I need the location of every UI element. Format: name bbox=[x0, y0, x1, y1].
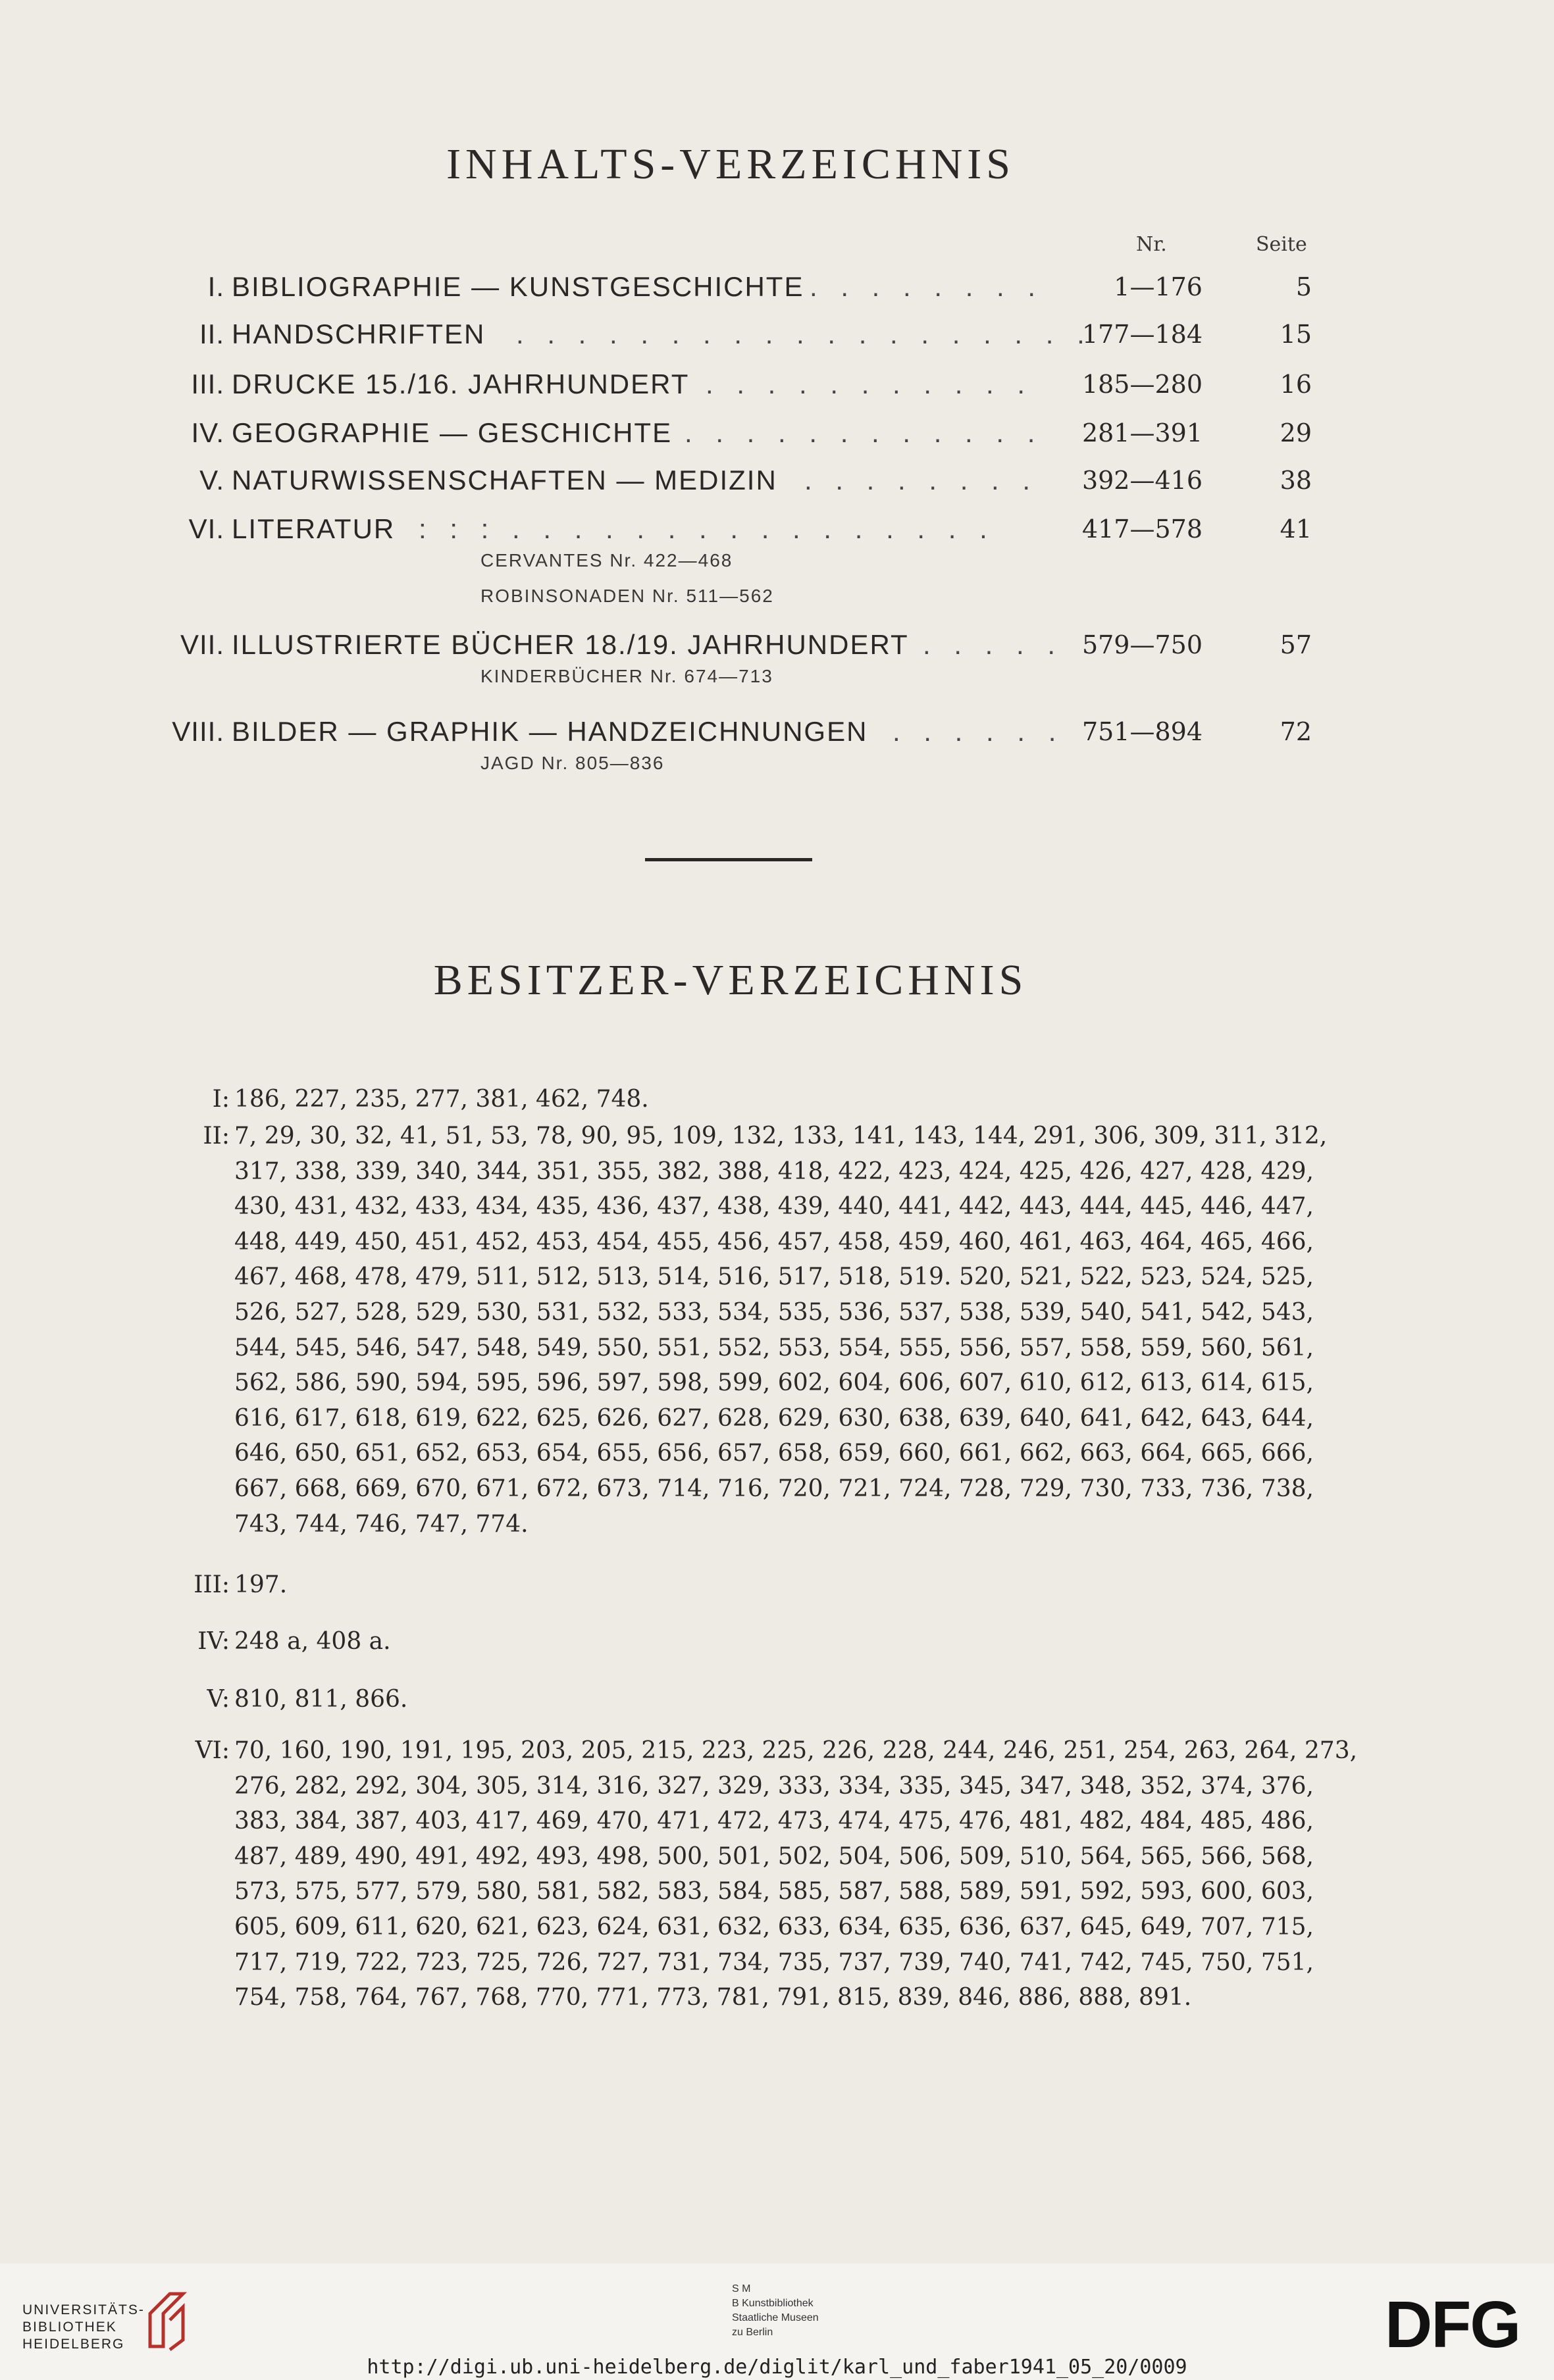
owner-number-line: 248 a, 408 a. bbox=[234, 1628, 391, 1655]
owner-group-key: III: bbox=[194, 1571, 230, 1598]
smb-line: zu Berlin bbox=[732, 2327, 773, 2338]
owner-number-line: 7, 29, 30, 32, 41, 51, 53, 78, 90, 95, 109, 132, 133, 141, 143, 144, 291, 306, 309, 311, 312, bbox=[234, 1123, 1328, 1150]
owner-number-line: 487, 489, 490, 491, 492, 493, 498, 500, 501, 502, 504, 506, 509, 510, 564, 565, 566, 568, bbox=[234, 1842, 1314, 1870]
toc-row-page: 57 bbox=[1280, 630, 1312, 659]
toc-row-title: ILLUSTRIERTE BÜCHER 18./19. JAHRHUNDERT bbox=[232, 629, 909, 660]
owner-number-line: 810, 811, 866. bbox=[234, 1686, 408, 1713]
owner-number-line: 448, 449, 450, 451, 452, 453, 454, 455, 456, 457, 458, 459, 460, 461, 463, 464, 465, 466, bbox=[234, 1228, 1314, 1255]
toc-subentry: CERVANTES Nr. 422—468 bbox=[480, 550, 733, 570]
toc-row-leader: . . . . . . bbox=[893, 716, 1064, 747]
toc-row-page: 72 bbox=[1280, 717, 1312, 746]
uni-line: UNIVERSITÄTS- bbox=[22, 2302, 145, 2317]
owner-number-line: 544, 545, 546, 547, 548, 549, 550, 551, 552, 553, 554, 555, 556, 557, 558, 559, 560, 561, bbox=[234, 1334, 1314, 1361]
toc-row bbox=[0, 408, 1554, 454]
owner-number-line: 526, 527, 528, 529, 530, 531, 532, 533, 534, 535, 536, 537, 538, 539, 540, 541, 542, 543, bbox=[234, 1298, 1314, 1326]
owner-number-line: 197. bbox=[234, 1571, 288, 1598]
dfg-logo: DFG bbox=[1385, 2288, 1520, 2362]
owner-number-line: 467, 468, 478, 479, 511, 512, 513, 514, 516, 517, 518, 519. 520, 521, 522, 523, 524, 525, bbox=[234, 1263, 1314, 1291]
toc-row bbox=[0, 455, 1554, 501]
uni-line: HEIDELBERG bbox=[22, 2337, 125, 2352]
toc-row-number: VII. bbox=[180, 629, 224, 660]
uni-line: BIBLIOTHEK bbox=[22, 2319, 117, 2335]
toc-row-page: 5 bbox=[1295, 272, 1312, 301]
toc-row-range: 579—750 bbox=[1081, 630, 1203, 659]
owner-group-key: I: bbox=[212, 1086, 230, 1113]
toc-row-title: HANDSCHRIFTEN bbox=[232, 318, 486, 349]
owner-number-line: 383, 384, 387, 403, 417, 469, 470, 471, 472, 473, 474, 475, 476, 481, 482, 484, 485, 486, bbox=[234, 1808, 1314, 1835]
owner-group-numbers bbox=[234, 1567, 1314, 1603]
owner-number-line: 616, 617, 618, 619, 622, 625, 626, 627, 628, 629, 630, 638, 639, 640, 641, 642, 643, 644, bbox=[234, 1404, 1314, 1432]
toc-row-range: 281—391 bbox=[1081, 418, 1203, 447]
owner-number-line: 754, 758, 764, 767, 768, 770, 771, 773, 781, 791, 815, 839, 846, 886, 888, 891. bbox=[234, 1984, 1192, 2012]
toc-row-number: II. bbox=[199, 318, 224, 349]
toc-row-leader: . . . . . bbox=[923, 629, 1064, 660]
smb-line: Staatliche Museen bbox=[732, 2312, 819, 2323]
owner-group-key: V: bbox=[207, 1686, 230, 1713]
smb-line: S M bbox=[732, 2283, 751, 2294]
toc-row-number: V. bbox=[199, 465, 224, 495]
toc-row-title: DRUCKE 15./16. JAHRHUNDERT bbox=[232, 368, 690, 399]
owner-number-line: 605, 609, 611, 620, 621, 623, 624, 631, 632, 633, 634, 635, 636, 637, 645, 649, 707, 715, bbox=[234, 1913, 1314, 1940]
source-url-link[interactable]: http://digi.ub.uni-heidelberg.de/diglit/karl_und_faber1941_05_20/0009 bbox=[367, 2356, 1187, 2379]
toc-row-range: 185—280 bbox=[1081, 370, 1203, 399]
toc-row-number: III. bbox=[191, 368, 224, 399]
toc-row-page: 15 bbox=[1280, 320, 1312, 349]
toc-row-page: 38 bbox=[1280, 466, 1312, 495]
toc-row-page: 41 bbox=[1280, 515, 1312, 544]
uni-library-logo-icon bbox=[143, 2287, 190, 2353]
owner-group-numbers bbox=[234, 1624, 1314, 1659]
toc-row-page: 16 bbox=[1280, 370, 1312, 399]
toc-row-title: BIBLIOGRAPHIE — KUNSTGESCHICHTE bbox=[232, 271, 804, 302]
smb-label bbox=[732, 2282, 819, 2340]
toc-row-range: 1—176 bbox=[1114, 272, 1203, 301]
toc-subentry: ROBINSONADEN Nr. 511—562 bbox=[480, 586, 774, 606]
owner-number-line: 743, 744, 746, 747, 774. bbox=[234, 1510, 529, 1538]
toc-row-leader: . . . . . . . . . . . . . . . . . . . bbox=[516, 318, 1093, 349]
toc-row-title: BILDER — GRAPHIK — HANDZEICHNUNGEN bbox=[232, 716, 868, 747]
owner-number-line: 186, 227, 235, 277, 381, 462, 748. bbox=[234, 1086, 649, 1113]
toc-row-leader: . . . . . . . . . . . . bbox=[685, 417, 1043, 448]
uni-library-label bbox=[22, 2302, 145, 2353]
owner-number-line: 276, 282, 292, 304, 305, 314, 316, 327, 329, 333, 334, 335, 345, 347, 348, 352, 374, 376, bbox=[234, 1772, 1314, 1800]
owner-number-line: 667, 668, 669, 670, 671, 672, 673, 714, 716, 720, 721, 724, 728, 729, 730, 733, 736, 738, bbox=[234, 1475, 1314, 1502]
owner-number-line: 717, 719, 722, 723, 725, 726, 727, 731, 734, 735, 737, 739, 740, 741, 742, 745, 750, 751, bbox=[234, 1948, 1314, 1976]
footer-bar bbox=[0, 2264, 1554, 2380]
toc-row-title: NATURWISSENSCHAFTEN — MEDIZIN bbox=[232, 465, 777, 495]
owner-group-key: IV: bbox=[197, 1628, 230, 1655]
toc-row bbox=[0, 620, 1554, 666]
toc-subentry: JAGD Nr. 805—836 bbox=[480, 753, 665, 773]
toc-row-title: LITERATUR bbox=[232, 513, 396, 544]
toc-row-range: 417—578 bbox=[1081, 515, 1203, 544]
toc-subentry: KINDERBÜCHER Nr. 674—713 bbox=[480, 666, 773, 686]
owner-number-line: 562, 586, 590, 594, 595, 596, 597, 598, 599, 602, 604, 606, 607, 610, 612, 613, 614, 615, bbox=[234, 1369, 1314, 1397]
toc-col-nr: Nr. bbox=[1136, 233, 1167, 256]
owners-title: BESITZER-VERZEICHNIS bbox=[433, 956, 1028, 1004]
owner-group-numbers bbox=[234, 1119, 1328, 1542]
smb-line: B Kunstbibliothek bbox=[732, 2298, 814, 2309]
toc-row-title: GEOGRAPHIE — GESCHICHTE bbox=[232, 417, 673, 448]
toc-row-number: IV. bbox=[191, 417, 224, 448]
owner-group-numbers bbox=[234, 1733, 1358, 2015]
toc-row-number: VIII. bbox=[172, 716, 224, 747]
section-divider bbox=[645, 858, 812, 861]
owner-number-line: 317, 338, 339, 340, 344, 351, 355, 382, 388, 418, 422, 423, 424, 425, 426, 427, 428, 429, bbox=[234, 1157, 1314, 1185]
owner-number-line: 573, 575, 577, 579, 580, 581, 582, 583, 584, 585, 587, 588, 589, 591, 592, 593, 600, 603, bbox=[234, 1878, 1314, 1906]
owner-number-line: 430, 431, 432, 433, 434, 435, 436, 437, 438, 439, 440, 441, 442, 443, 444, 445, 446, 447, bbox=[234, 1193, 1314, 1221]
toc-col-seite: Seite bbox=[1256, 233, 1307, 256]
toc-title: INHALTS-VERZEICHNIS bbox=[446, 140, 1015, 188]
toc-row-range: 392—416 bbox=[1081, 466, 1203, 495]
toc-row-number: I. bbox=[207, 271, 224, 302]
toc-row bbox=[0, 504, 1554, 550]
toc-row-number: VI. bbox=[188, 513, 224, 544]
toc-row-range: 177—184 bbox=[1081, 320, 1203, 349]
toc-row-leader: . . . . . . . . . . . bbox=[706, 368, 1033, 399]
owner-number-line: 70, 160, 190, 191, 195, 203, 205, 215, 223, 225, 226, 228, 244, 246, 251, 254, 263, 264, 273, bbox=[234, 1737, 1358, 1764]
toc-row-leader: . . . . . . . . bbox=[810, 271, 1044, 302]
owner-group-key: II: bbox=[203, 1123, 230, 1150]
toc-row bbox=[0, 262, 1554, 308]
toc-row bbox=[0, 309, 1554, 355]
owner-number-line: 646, 650, 651, 652, 653, 654, 655, 656, 657, 658, 659, 660, 661, 662, 663, 664, 665, 666, bbox=[234, 1440, 1314, 1467]
owner-group-numbers bbox=[234, 1682, 1314, 1717]
toc-row bbox=[0, 707, 1554, 753]
toc-row-leader: . . . . . . . . bbox=[804, 465, 1039, 495]
toc-row-range: 751—894 bbox=[1081, 717, 1203, 746]
toc-row-page: 29 bbox=[1280, 418, 1312, 447]
toc-row-leader: : : : . . . . . . . . . . . . . . . . bbox=[419, 513, 995, 544]
owner-group-numbers bbox=[234, 1082, 1314, 1117]
owner-group-key: VI: bbox=[195, 1737, 230, 1764]
toc-row bbox=[0, 359, 1554, 405]
